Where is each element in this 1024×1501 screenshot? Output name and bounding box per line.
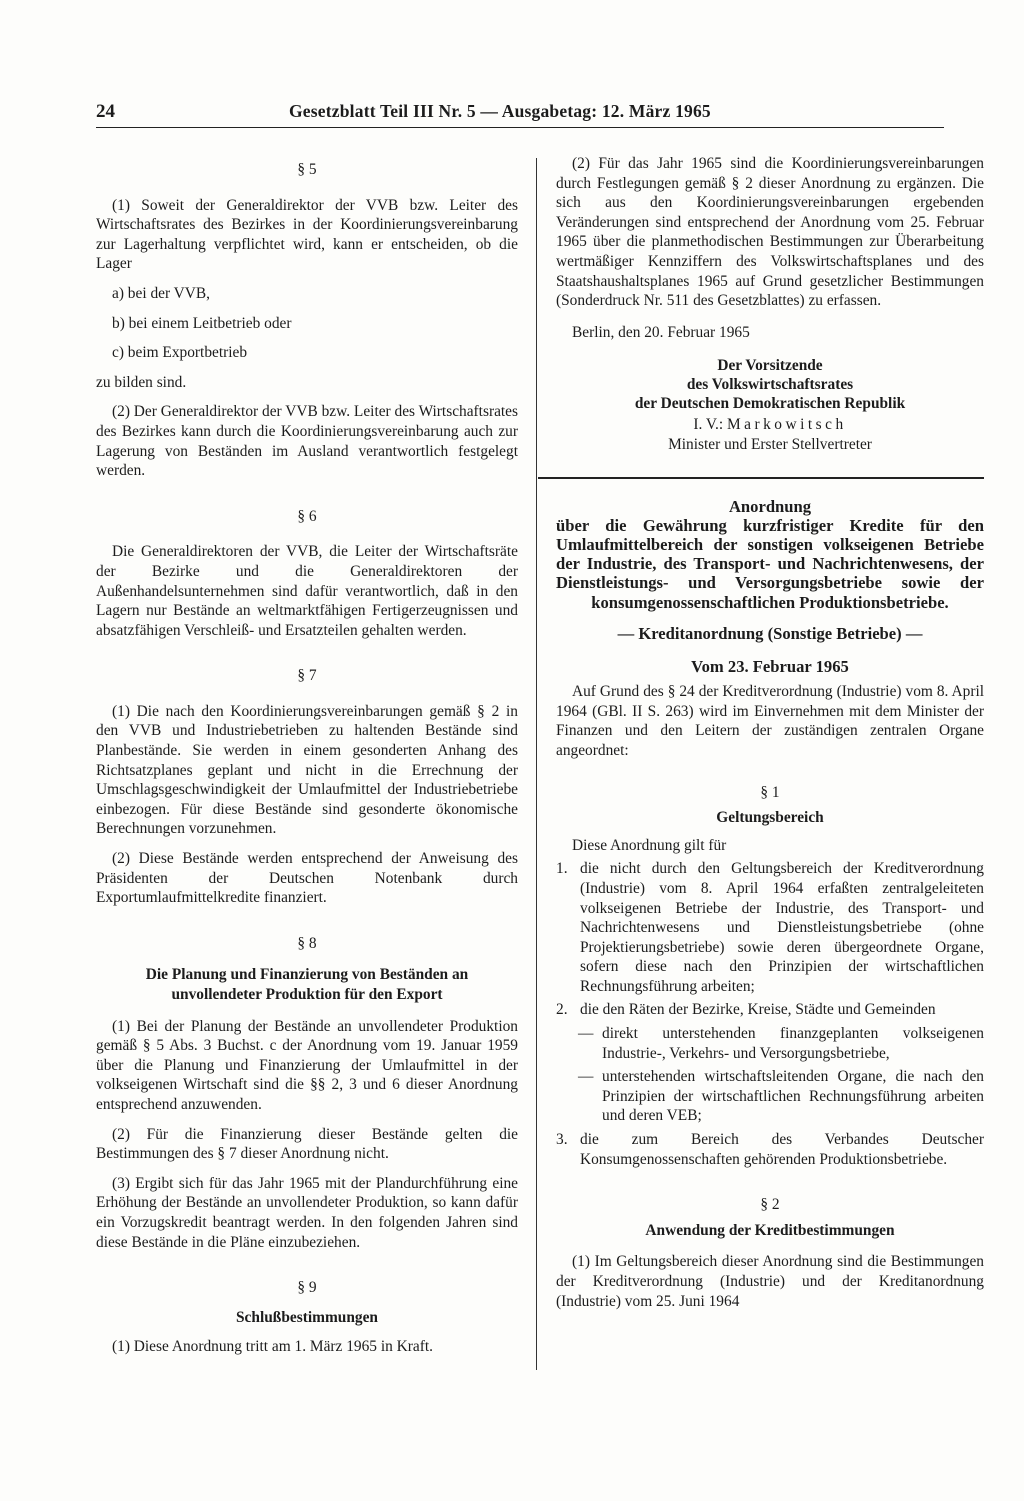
section-8-paragraph-3: (3) Ergibt sich für das Jahr 1965 mit der Plandurchführung eine Erhöhung der Bestände an unvollendeter Produktion, so kann dafür ein Vorzugskredit beantragt werden. In den folgenden Jahren sind diese Bestände in die Pläne einzubeziehen. [96, 1174, 518, 1251]
dash-item-text: direkt unterstehenden finanzgeplanten volkseigenen Industrie-, Verkehrs- und Versorgungsbetriebe, [602, 1025, 984, 1062]
header-rule [96, 127, 944, 128]
dash-item-text: unterstehenden wirtschaftsleitenden Organe, die nach den Prinzipien der wirtschaftlichen Rechnungsführung arbeiten und deren VEB; [602, 1068, 984, 1125]
section-9-title: Schlußbestimmungen [236, 1308, 378, 1326]
list-item [556, 1130, 984, 1169]
section-5-tail: zu bilden sind. [96, 373, 187, 391]
list-item: b) bei einem Leitbetrieb oder [112, 314, 292, 332]
section-9-paragraph-2: (2) Für das Jahr 1965 sind die Koordinierungsvereinbarungen durch Festlegungen gemäß § 2 dieser Anordnung zu ergänzen. Die sich aus den Koordinierungsvereinbarungen ergebenden Veränderungen sind entsprechend der Anordnung vom 25. Februar 1965 über die planmethodischen Bestimmungen zur Überarbeitung wertmäßiger Kennziffern des Volkswirtschaftsplanes und des Staatshaushaltsplanes 1965 auf Grund gesetzlicher Bestimmungen (Sonderdruck Nr. 511 des Gesetzblattes) zu erfassen. [556, 155, 984, 310]
page-number: 24 [96, 101, 115, 122]
section-7-paragraph-1: (1) Die nach den Koordinierungsvereinbarungen gemäß § 2 in den VVB und Industriebetrieben zu haltenden Bestände sind Planbestände. Sie werden in einem gesonderten Anhang des Richtsatzplanes geplant und nicht in die Errechnung der Umschlagsgeschwindigkeit der Umlaufmittel der Industriebetriebe einbezogen. Für diese Bestände sind gesonderte ökonomische Berechnungen vorzunehmen. [96, 702, 518, 838]
ordinance-date: Vom 23. Februar 1965 [691, 656, 849, 676]
article-1-title: Geltungsbereich [716, 809, 824, 827]
signature-iv: I. V.: [693, 416, 724, 434]
list-item: a) bei der VVB, [112, 284, 211, 302]
list-item-text: die den Räten der Bezirke, Kreise, Städte und Gemeinden [580, 1001, 936, 1019]
dash-marker: — [578, 1025, 594, 1043]
signature-deputy [556, 415, 984, 435]
section-7-paragraph-2: (2) Diese Bestände werden entsprechend der Anweisung des Präsidenten der Deutschen Notenbank durch Exportumlaufmittelkredite finanziert. [96, 850, 518, 907]
ordinance-preamble: Auf Grund des § 24 der Kreditverordnung (Industrie) vom 8. April 1964 (GBl. II S. 263) wird im Einvernehmen mit dem Minister der Finanzen und den Leitern der zuständigen zentralen Organe angeordnet: [556, 683, 984, 759]
signature-role: Minister und Erster Stellvertreter [668, 435, 872, 453]
section-9-heading: § 9 [297, 1279, 317, 1297]
list-item-number: 2. [556, 1001, 568, 1019]
section-6-heading: § 6 [297, 507, 317, 525]
signature-block [556, 356, 984, 413]
ordinance-short-title: — Kreditanordnung (Sonstige Betriebe) — [617, 623, 923, 643]
list-item [556, 1000, 984, 1020]
section-8-paragraph-2: (2) Für die Finanzierung dieser Bestände gelten die Bestimmungen des § 7 dieser Anordnung nicht. [96, 1125, 518, 1163]
article-2-paragraph-1: (1) Im Geltungsbereich dieser Anordnung sind die Bestimmungen der Kreditverordnung (Industrie) und der Kreditanordnung (Industrie) vom 25. Juni 1964 [556, 1253, 984, 1310]
list-item: c) beim Exportbetrieb [112, 344, 248, 362]
article-1-intro: Diese Anordnung gilt für [572, 836, 727, 854]
dash-item [556, 1024, 984, 1063]
right-column [556, 154, 984, 1311]
list-item-text: die zum Bereich des Verbandes Deutscher Konsumgenossenschaften gehörenden Produktionsbetriebe. [580, 1131, 984, 1168]
signature-name: Markowitsch [726, 416, 847, 434]
column-divider [536, 158, 537, 1370]
list-item-number: 1. [556, 860, 568, 878]
section-5-paragraph-2: (2) Der Generaldirektor der VVB bzw. Leiter des Wirtschaftsrates des Bezirkes kann durch die Koordinierungsvereinbarung auch zur Lagerung von Beständen im Ausland verantwortlich festgelegt werden. [96, 403, 518, 480]
article-2-heading: § 2 [760, 1196, 780, 1214]
section-rule [538, 477, 984, 479]
ordinance-title: über die Gewährung kurzfristiger Kredite für den Umlaufmittelbereich der sonstigen volkseigenen Betriebe der Industrie, des Transport- und Nachrichtenwesens, der Dienstleistungs- und Versorgungsbetriebe sowie der konsumgenossenschaftlichen Produktionsbetriebe. [556, 515, 984, 612]
dash-item [556, 1067, 984, 1126]
signature-title-line-2: des Volkswirtschaftsrates [686, 376, 854, 394]
list-item [556, 859, 984, 996]
section-6-paragraph-1: Die Generaldirektoren der VVB, die Leiter der Wirtschaftsräte der Bezirke und die Generaldirektoren der Außenhandelsunternehmen sind dafür verantwortlich, daß in den Lagern nur Bestände an weltmarktfähigen Fertigerzeugnissen und absatzfähigen Verschleiß- und Ersatzteilen gehalten werden. [96, 543, 518, 639]
running-head: Gesetzblatt Teil III Nr. 5 — Ausgabetag: 12. März 1965 [289, 101, 711, 121]
list-item-text: die nicht durch den Geltungsbereich der Kreditverordnung (Industrie) vom 8. April 1964 erfaßten zentralgeleiteten volkseigenen Betriebe der Industrie, des Transport- und Nachrichtenwesens und Dienstleistungsbetriebe (ohne Projektierungsbetriebe) sowie deren übergeordnete Organe, sofern diese nach den Prinzipien der wirtschaftlichen Rechnungsführung arbeiten; [580, 860, 984, 995]
section-8-title: Die Planung und Finanzierung von Beständen an unvollendeter Produktion für den Export [145, 966, 469, 1003]
section-9-paragraph-1: (1) Diese Anordnung tritt am 1. März 1965 in Kraft. [112, 1338, 433, 1356]
section-8-paragraph-1: (1) Bei der Planung der Bestände an unvollendeter Produktion gemäß § 5 Abs. 3 Buchst. c der Anordnung vom 19. Januar 1959 über die Planung und Finanzierung der Umlaufmittel in der volkseigenen Wirtschaft sind die §§ 2, 3 und 6 dieser Anordnung entsprechend anzuwenden. [96, 1017, 518, 1113]
signature-title-line-1: Der Vorsitzende [717, 357, 823, 375]
ordinance-word: Anordnung [728, 496, 812, 516]
section-7-heading: § 7 [297, 667, 317, 685]
section-8-heading: § 8 [297, 934, 317, 952]
section-5-paragraph-1: (1) Soweit der Generaldirektor der VVB bzw. Leiter des Wirtschaftsrates des Bezirkes in der Koordinierungsvereinbarung zur Lagerhaltung verpflichtet wird, kann er entscheiden, ob die Lager [96, 196, 518, 273]
list-item-number: 3. [556, 1131, 568, 1149]
section-5-heading: § 5 [297, 161, 317, 178]
left-column [96, 154, 518, 1357]
dash-marker: — [578, 1068, 594, 1086]
article-2-title: Anwendung der Kreditbestimmungen [645, 1221, 895, 1239]
article-1-heading: § 1 [760, 783, 780, 801]
signature-title-line-3: der Deutschen Demokratischen Republik [634, 395, 906, 413]
place-and-date: Berlin, den 20. Februar 1965 [572, 323, 750, 341]
